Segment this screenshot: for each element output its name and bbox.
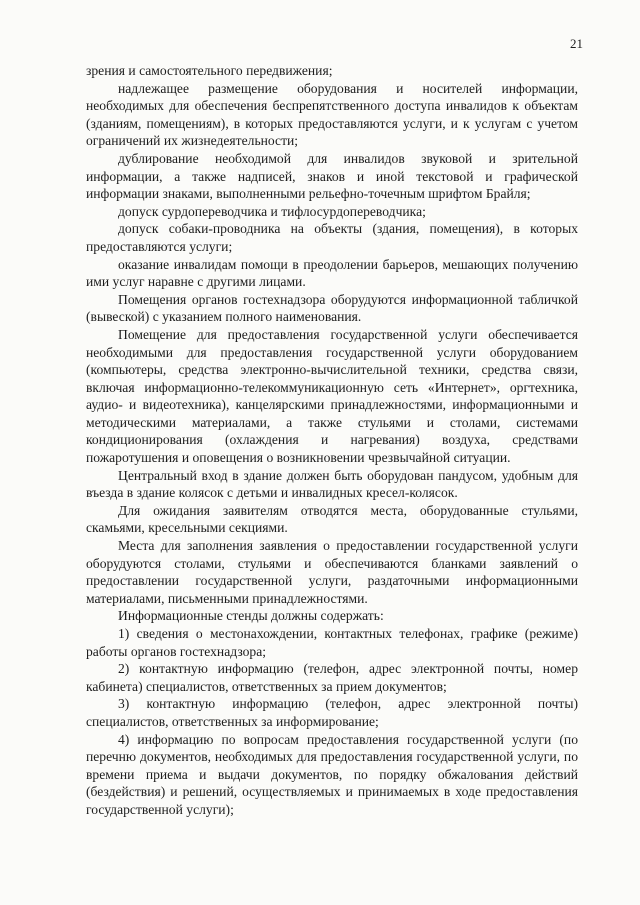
- paragraph: допуск собаки-проводника на объекты (здания, помещения), в которых предоставляются услуги;: [86, 221, 578, 254]
- list-item: 4) информацию по вопросам предоставления государственной услуги (по перечню документов, необходимых для предоставления государственной услуги, по времени приема и выдачи документов, по порядку обжалования действий (бездействия) и решений, осуществляемых и принимаемых в ходе предоставления государственной услуги);: [86, 731, 578, 817]
- paragraph: Информационные стенды должны содержать:: [118, 608, 384, 624]
- paragraph: оказание инвалидам помощи в преодолении барьеров, мешающих получению ими услуг наравне с другими лицами.: [86, 256, 578, 290]
- paragraph: Помещения органов гостехнадзора оборудуются информационной табличкой (вывеской) с указанием полного наименования.: [86, 291, 578, 325]
- paragraph: дублирование необходимой для инвалидов звуковой и зрительной информации, а также надписей, знаков и иной текстовой и графической информации знаками, выполненными рельефно-точечным шрифтом Брайля;: [86, 150, 578, 202]
- list-item: 1) сведения о местонахождении, контактных телефонах, графике (режиме) работы органов гостехнадзора;: [86, 626, 578, 659]
- paragraph: Помещение для предоставления государственной услуги обеспечивается необходимыми для предоставления государственной услуги оборудованием (компьютеры, средства электронно-вычислительной техники, средства связи, включая информационно-телекоммуникационную сеть «Интернет», оргтехника, аудио- и видеотехника), канцелярскими принадлежностями, информационными и методическими материалами, а также стульями и столами, системами кондиционирования (охлаждения и нагревания) воздуха, средствами пожаротушения и оповещения о возникновении чрезвычайной ситуации.: [86, 326, 578, 466]
- paragraph: Места для заполнения заявления о предоставлении государственной услуги оборудуются столами, стульями и обеспечиваются бланками заявлений о предоставлении государственной услуги, раздаточными информационными материалами, письменными принадлежностями.: [86, 538, 578, 606]
- document-body: [86, 62, 578, 819]
- list-item: 3) контактную информацию (телефон, адрес электронной почты) специалистов, ответственных за информирование;: [86, 696, 578, 729]
- paragraph-continuation: зрения и самостоятельного передвижения;: [86, 63, 333, 78]
- paragraph: допуск сурдопереводчика и тифлосурдопереводчика;: [118, 203, 426, 219]
- list-item: 2) контактную информацию (телефон, адрес электронной почты, номер кабинета) специалистов, ответственных за прием документов;: [86, 661, 578, 694]
- paragraph: Центральный вход в здание должен быть оборудован пандусом, удобным для въезда в здание колясок с детьми и инвалидных кресел-колясок.: [86, 467, 578, 501]
- paragraph: надлежащее размещение оборудования и носителей информации, необходимых для обеспечения беспрепятственного доступа инвалидов к объектам (зданиям, помещениям), в которых предоставляются услуги, и к услугам с учетом ограничений их жизнедеятельности;: [86, 80, 578, 149]
- paragraph: Для ожидания заявителям отводятся места, оборудованные стульями, скамьями, кресельными секциями.: [86, 502, 578, 536]
- page-number: 21: [570, 36, 583, 51]
